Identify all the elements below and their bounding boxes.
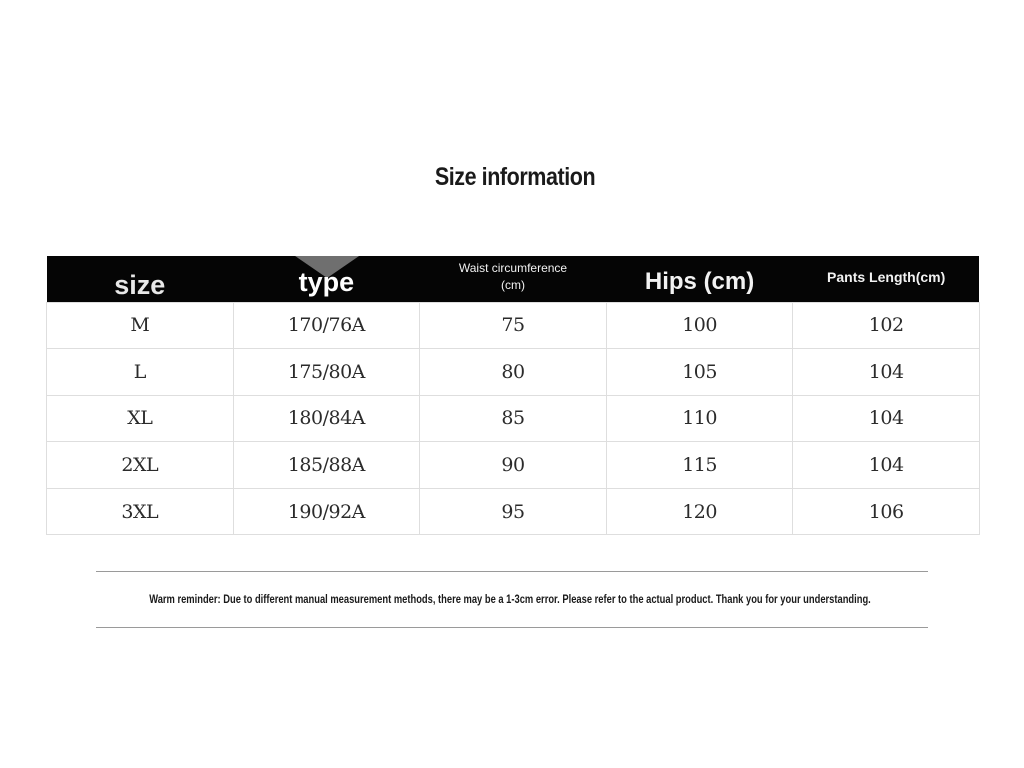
- cell-size: XL: [47, 395, 234, 442]
- cell-pants-length: 106: [793, 488, 980, 535]
- cell-pants-length: 104: [793, 442, 980, 489]
- table-row: [47, 302, 980, 349]
- cell-hips: 100: [606, 302, 793, 349]
- cell-size: 3XL: [47, 488, 234, 535]
- divider-bottom: [96, 627, 928, 628]
- header-type-label: type: [298, 267, 355, 298]
- cell-waist: 80: [420, 349, 607, 396]
- cell-waist: 95: [420, 488, 607, 535]
- table-row: [47, 442, 980, 489]
- header-waist: [420, 256, 607, 302]
- header-type: [233, 256, 420, 302]
- header-pants-length: Pants Length(cm): [827, 268, 946, 285]
- divider-top: [96, 571, 928, 572]
- cell-waist: 85: [420, 395, 607, 442]
- cell-pants-length: 104: [793, 349, 980, 396]
- table-body: [47, 302, 980, 535]
- table-header: [47, 256, 980, 302]
- cell-waist: 90: [420, 442, 607, 489]
- header-waist-line1: Waist circumference: [458, 260, 568, 275]
- cell-type: 180/84A: [233, 395, 420, 442]
- page-title: Size information: [434, 163, 596, 191]
- warm-reminder-note: Warm reminder: Due to different manual measurement methods, there may be a 1-3cm error. Please refer to the actual product. Thank you for your understanding.: [149, 592, 871, 606]
- cell-hips: 120: [606, 488, 793, 535]
- cell-hips: 115: [606, 442, 793, 489]
- cell-type: 185/88A: [233, 442, 420, 489]
- table-row: [47, 488, 980, 535]
- cell-type: 170/76A: [233, 302, 420, 349]
- table-header-row: [47, 256, 980, 302]
- table-row: [47, 349, 980, 396]
- cell-hips: 110: [606, 395, 793, 442]
- cell-type: 175/80A: [233, 349, 420, 396]
- cell-type: 190/92A: [233, 488, 420, 535]
- header-size: size: [114, 270, 166, 301]
- size-table: [46, 256, 980, 535]
- cell-waist: 75: [420, 302, 607, 349]
- cell-size: L: [47, 349, 234, 396]
- cell-hips: 105: [606, 349, 793, 396]
- header-hips: Hips (cm): [644, 267, 755, 295]
- cell-pants-length: 104: [793, 395, 980, 442]
- table-row: [47, 395, 980, 442]
- cell-size: 2XL: [47, 442, 234, 489]
- header-waist-line2: (cm): [500, 277, 525, 292]
- cell-pants-length: 102: [793, 302, 980, 349]
- cell-size: M: [47, 302, 234, 349]
